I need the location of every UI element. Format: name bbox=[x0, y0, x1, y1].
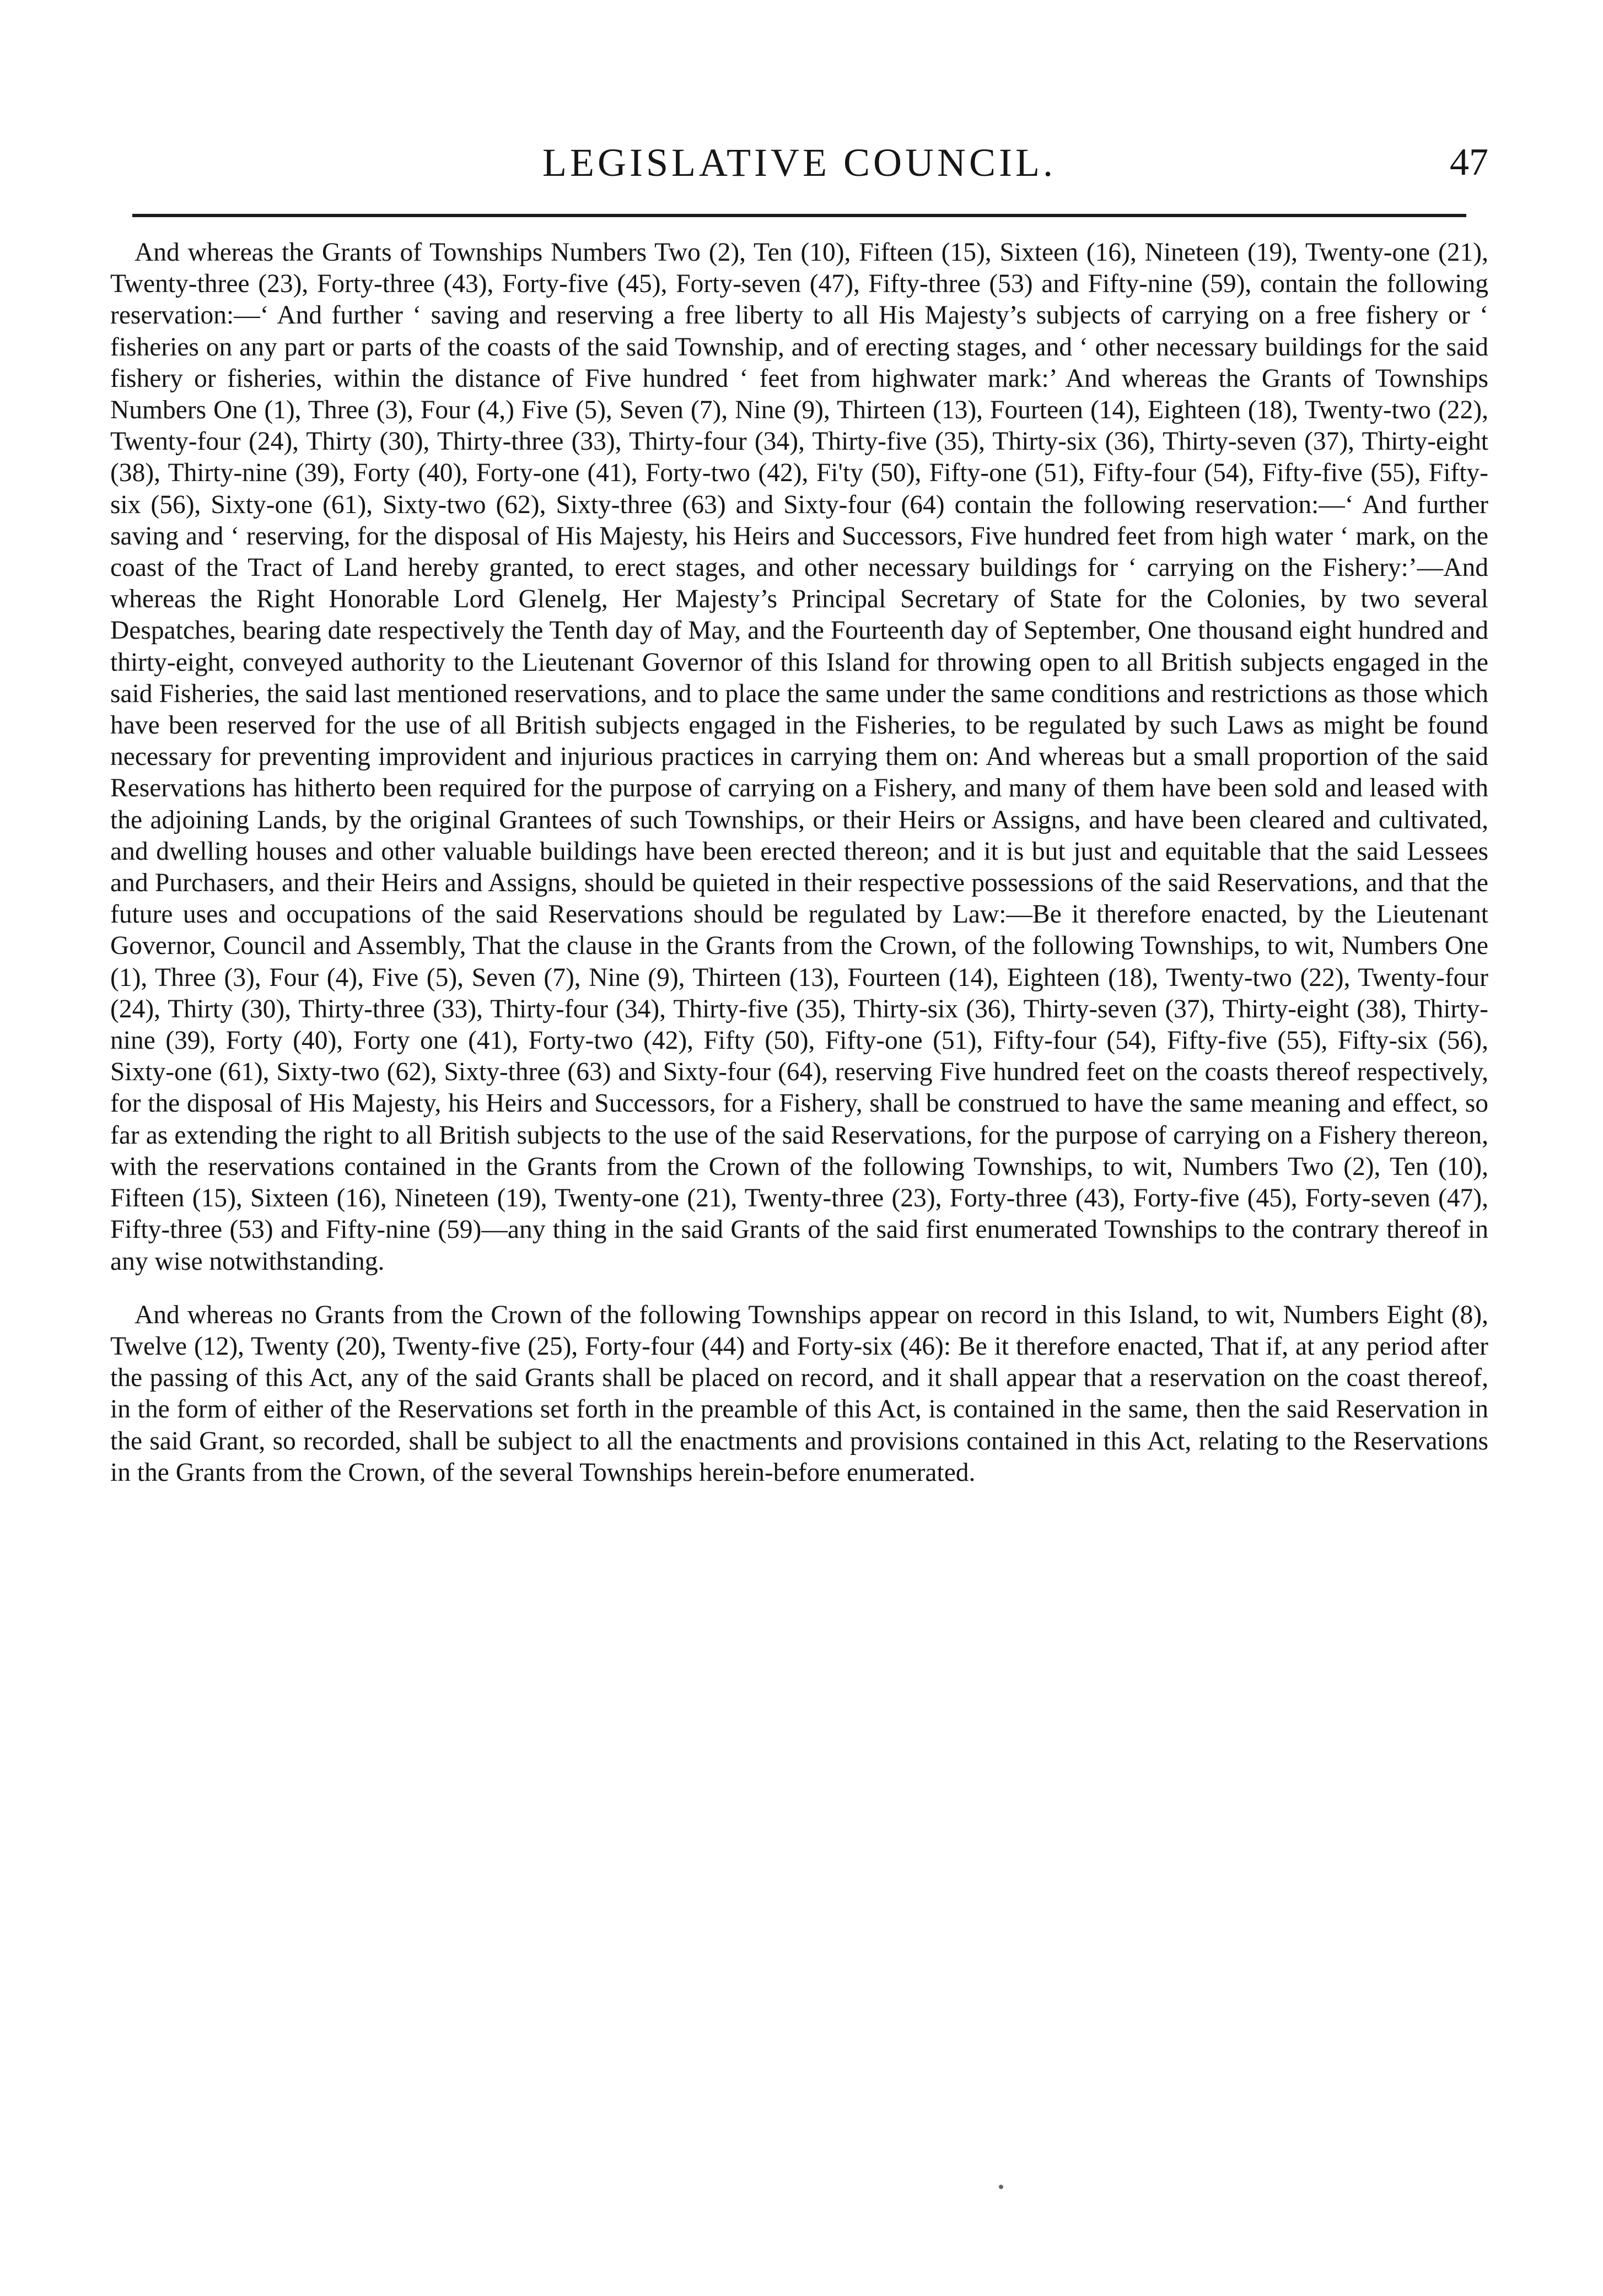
running-title: LEGISLATIVE COUNCIL. bbox=[542, 141, 1056, 185]
paragraph-2: And whereas no Grants from the Crown of the following Townships appear on record in this Island, to wit, Numbers Eight (8), Twelve (12), Twenty (20), Twenty-five (25), Forty-four (44) and Forty-six (46): Be it therefore enacted, That if, at any period after the passing of this Act, any of the said Grants shall be placed on record, and it shall appear that a reservation on the coast thereof, in the form of either of the Reservations set forth in the preamble of this Act, is contained in the same, then the said Reservation in the said Grant, so recorded, shall be subject to all the enactments and provisions contained in this Act, relating to the Reservations in the Grants from the Crown, of the several Townships herein-before enumerated. bbox=[110, 1300, 1488, 1487]
printing-mark bbox=[999, 2185, 1003, 2189]
paragraph-1: And whereas the Grants of Townships Numbers Two (2), Ten (10), Fifteen (15), Sixteen (16), Nineteen (19), Twenty-one (21), Twenty-three (23), Forty-three (43), Forty-five (45), Forty-seven (47), Fifty-three (53) and Fifty-nine (59), contain the following reservation:—‘ And further ‘ saving and reserving a free liberty to all His Majesty’s subjects of carrying on a free fishery or ‘ fisheries on any part or parts of the coasts of the said Township, and of erecting stages, and ‘ other necessary buildings for the said fishery or fisheries, within the distance of Five hundred ‘ feet from highwater mark:’ And whereas the Grants of Townships Numbers One (1), Three (3), Four (4,) Five (5), Seven (7), Nine (9), Thirteen (13), Fourteen (14), Eighteen (18), Twenty-two (22), Twenty-four (24), Thirty (30), Thirty-three (33), Thirty-four (34), Thirty-five (35), Thirty-six (36), Thirty-seven (37), Thirty-eight (38), Thirty-nine (39), Forty (40), Forty-one (41), Forty-two (42), Fi'ty (50), Fifty-one (51), Fifty-four (54), Fifty-five (55), Fifty-six (56), Sixty-one (61), Sixty-two (62), Sixty-three (63) and Sixty-four (64) contain the following reservation:—‘ And further saving and ‘ reserving, for the disposal of His Majesty, his Heirs and Successors, Five hundred feet from high water ‘ mark, on the coast of the Tract of Land hereby granted, to erect stages, and other necessary buildings for ‘ carrying on the Fishery:’—And whereas the Right Honorable Lord Glenelg, Her Majesty’s Principal Secretary of State for the Colonies, by two several Despatches, bearing date respectively the Tenth day of May, and the Fourteenth day of September, One thousand eight hundred and thirty-eight, conveyed authority to the Lieutenant Governor of this Island for throwing open to all British subjects engaged in the said Fisheries, the said last mentioned reservations, and to place the same under the same conditions and restrictions as those which have been reserved for the use of all British subjects engaged in the Fisheries, to be regulated by such Laws as might be found necessary for preventing improvident and injurious practices in carrying them on: And whereas but a small proportion of the said Reservations has hitherto been required for the purpose of carrying on a Fishery, and many of them have been sold and leased with the adjoining Lands, by the original Grantees of such Townships, or their Heirs or Assigns, and have been cleared and cultivated, and dwelling houses and other valuable buildings have been erected thereon; and it is but just and equitable that the said Lessees and Purchasers, and their Heirs and Assigns, should be quieted in their respective possessions of the said Reservations, and that the future uses and occupations of the said Reservations should be regulated by Law:—Be it therefore enacted, by the Lieutenant Governor, Council and Assembly, That the clause in the Grants from the Crown, of the following Townships, to wit, Numbers One (1), Three (3), Four (4), Five (5), Seven (7), Nine (9), Thirteen (13), Fourteen (14), Eighteen (18), Twenty-two (22), Twenty-four (24), Thirty (30), Thirty-three (33), Thirty-four (34), Thirty-five (35), Thirty-six (36), Thirty-seven (37), Thirty-eight (38), Thirty-nine (39), Forty (40), Forty one (41), Forty-two (42), Fifty (50), Fifty-one (51), Fifty-four (54), Fifty-five (55), Fifty-six (56), Sixty-one (61), Sixty-two (62), Sixty-three (63) and Sixty-four (64), reserving Five hundred feet on the coasts thereof respectively, for the disposal of His Majesty, his Heirs and Successors, for a Fishery, shall be construed to have the same meaning and effect, so far as extending the right to all British subjects to the use of the said Reservations, for the purpose of carrying on a Fishery thereon, with the reservations contained in the Grants from the Crown of the following Townships, to wit, Numbers Two (2), Ten (10), Fifteen (15), Sixteen (16), Nineteen (19), Twenty-one (21), Twenty-three (23), Forty-three (43), Forty-five (45), Forty-seven (47), Fifty-three (53) and Fifty-nine (59)—any thing in the said Grants of the said first enumerated Townships to the contrary thereof in any wise notwithstanding. bbox=[110, 238, 1488, 1276]
page-header bbox=[110, 138, 1488, 198]
page-number: 47 bbox=[1450, 141, 1488, 184]
header-rule bbox=[132, 214, 1466, 217]
document-body bbox=[110, 237, 1488, 1489]
